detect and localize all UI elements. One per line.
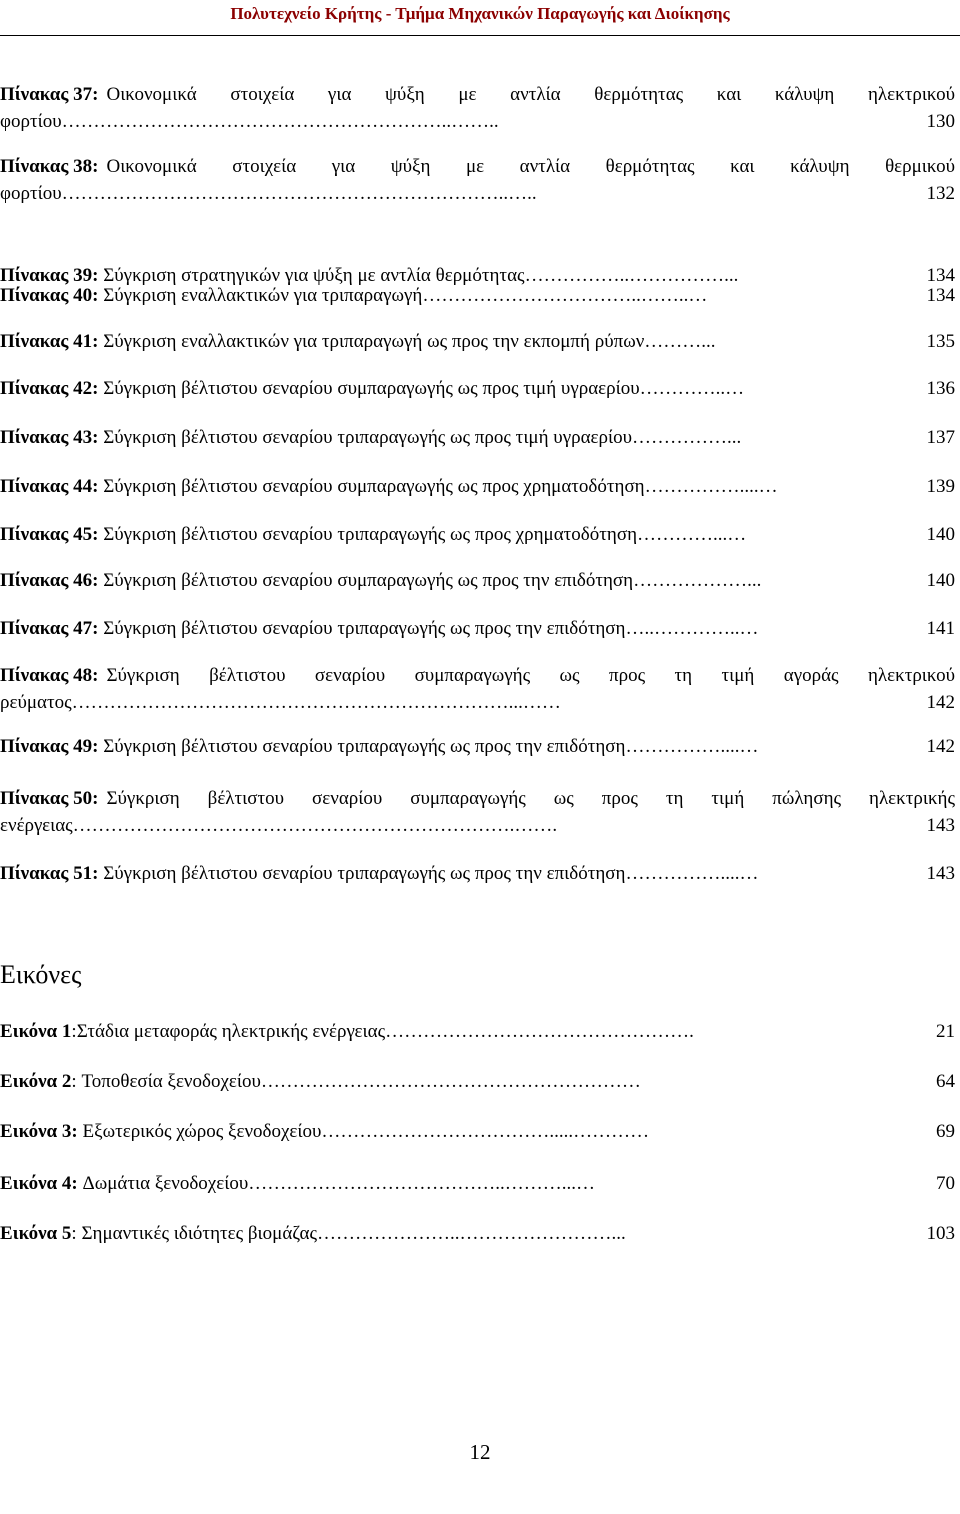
toc-entry-label: Πίνακας 38: (0, 156, 99, 177)
toc-entry-line-2 (0, 689, 955, 716)
toc-page-number: 139 (926, 476, 955, 497)
toc-entry-label: Πίνακας 47: (0, 618, 99, 639)
figures-heading: Εικόνες (0, 960, 82, 989)
toc-leader: …………………………………..………...… (248, 1173, 595, 1194)
toc-page-number: 136 (926, 378, 955, 399)
toc-leader: ……………....… (625, 736, 759, 757)
toc-entry-label: Πίνακας 46: (0, 570, 99, 591)
toc-entry-text: Σύγκριση βέλτιστου σεναρίου τριπαραγωγής ως προς την επιδότηση (103, 618, 626, 639)
toc-entry-table-44[interactable] (0, 473, 955, 500)
toc-entry-text: Σύγκριση βέλτιστου σεναρίου τριπαραγωγής ως προς χρηματοδότηση (103, 524, 638, 545)
toc-leader: ……………... (632, 427, 742, 448)
toc-entry-text: Οικονομικά στοιχεία για ψύξη με αντλία θερμότητας και κάλυψη θερμικού (106, 156, 955, 177)
toc-entry-line-2 (0, 180, 955, 207)
toc-leader: …………..… (639, 378, 745, 399)
toc-entry-table-37[interactable] (0, 81, 955, 135)
toc-page-number: 130 (926, 111, 955, 132)
toc-page-number: 134 (926, 285, 955, 306)
toc-page-number: 143 (926, 863, 955, 884)
toc-entry-line-1 (0, 81, 955, 108)
toc-entry-table-42[interactable] (0, 375, 955, 402)
toc-entry-label: Πίνακας 43: (0, 427, 99, 448)
toc-entry-text: Εξωτερικός χώρος ξενοδοχείου (82, 1121, 322, 1142)
toc-leader: ……………………………….....………… (321, 1121, 650, 1142)
toc-page-number: 137 (926, 427, 955, 448)
toc-entry-table-38[interactable] (0, 153, 955, 207)
toc-entry-label: Πίνακας 44: (0, 476, 99, 497)
toc-page-number: 141 (926, 618, 955, 639)
toc-page-number: 140 (926, 524, 955, 545)
toc-page-number: 132 (926, 183, 955, 204)
toc-entry-table-43[interactable] (0, 424, 955, 451)
page-number: 12 (469, 1440, 491, 1464)
toc-leader: ……………..……………... (524, 265, 739, 286)
toc-entry-table-45[interactable] (0, 521, 955, 548)
toc-entry-line-1 (0, 785, 955, 812)
toc-entry-text: Οικονομικά στοιχεία για ψύξη με αντλία θερμότητας και κάλυψη ηλεκτρικού (106, 84, 955, 105)
toc-entry-label: Πίνακας 48: (0, 665, 99, 686)
toc-entry-text: Σύγκριση βέλτιστου σεναρίου τριπαραγωγής ως προς την επιδότηση (103, 863, 626, 884)
toc-entry-figure-2[interactable] (0, 1068, 955, 1095)
toc-entry-line-2 (0, 812, 955, 839)
toc-leader: …………………………………………………… (260, 1071, 641, 1092)
toc-leader: …………………..……………………... (316, 1223, 626, 1244)
toc-entry-text: Σύγκριση βέλτιστου σεναρίου τριπαραγωγής ως προς την επιδότηση (103, 736, 626, 757)
toc-entry-label: Πίνακας 40: (0, 285, 99, 306)
toc-entry-label: Πίνακας 41: (0, 331, 99, 352)
toc-entry-table-41[interactable] (0, 328, 955, 355)
toc-leader: …………………………………………. (385, 1021, 694, 1042)
toc-entry-text-cont: ρεύματος (0, 692, 72, 713)
toc-leader: …………………………………………………………….……. (72, 815, 558, 836)
toc-entry-text: Σύγκριση εναλλακτικών για τριπαραγωγή (103, 285, 423, 306)
toc-entry-text-cont: ενέργειας (0, 815, 73, 836)
toc-entry-table-48[interactable] (0, 662, 955, 716)
toc-leader: ……………....… (625, 863, 759, 884)
toc-entry-figure-4[interactable] (0, 1170, 955, 1197)
toc-entry-line-2 (0, 108, 955, 135)
toc-leader: ……………………………..……..… (422, 285, 708, 306)
toc-entry-text: Σύγκριση βέλτιστου σεναρίου συμπαραγωγής ως προς την επιδότηση (103, 570, 634, 591)
toc-page-number: 142 (926, 692, 955, 713)
toc-entry-label: Πίνακας 42: (0, 378, 99, 399)
toc-entry-label: Εικόνα 3: (0, 1121, 78, 1142)
toc-entry-separator: : (71, 1021, 77, 1042)
toc-entry-separator: : (71, 1223, 82, 1244)
toc-entry-figure-3[interactable] (0, 1118, 955, 1145)
toc-entry-label: Εικόνα 2 (0, 1071, 72, 1092)
toc-page-number: 70 (936, 1173, 955, 1194)
toc-entry-line-1 (0, 662, 955, 689)
toc-entry-label: Εικόνα 5 (0, 1223, 72, 1244)
toc-entry-line-1 (0, 153, 955, 180)
toc-entry-table-49[interactable] (0, 733, 955, 760)
toc-page-number: 134 (926, 265, 955, 286)
toc-entry-label: Πίνακας 51: (0, 863, 99, 884)
toc-page-number: 21 (936, 1021, 955, 1042)
toc-entry-separator: : (71, 1071, 82, 1092)
toc-entry-text: Σύγκριση βέλτιστου σεναρίου συμπαραγωγής ως προς τη τιμή πώλησης ηλεκτρικής (106, 788, 955, 809)
toc-entry-figure-1[interactable] (0, 1018, 955, 1045)
toc-entry-label: Πίνακας 49: (0, 736, 99, 757)
page-header: Πολυτεχνείο Κρήτης - Τμήμα Μηχανικών Παραγωγής και Διοίκησης (230, 4, 730, 23)
toc-leader: ……………………………………………………..…….. (61, 111, 499, 132)
toc-leader: ……………………………………………………………...…… (71, 692, 561, 713)
toc-entry-text: Τοποθεσία ξενοδοχείου (81, 1071, 261, 1092)
toc-entry-label: Πίνακας 50: (0, 788, 99, 809)
toc-entry-figure-5[interactable] (0, 1220, 955, 1247)
toc-entry-table-40[interactable] (0, 282, 955, 309)
toc-entry-text: Σύγκριση βέλτιστου σεναρίου τριπαραγωγής ως προς τιμή υγραερίου (103, 427, 633, 448)
toc-entry-table-46[interactable] (0, 567, 955, 594)
toc-leader: ……………....… (644, 476, 778, 497)
toc-entry-label: Πίνακας 39: (0, 265, 99, 286)
toc-leader: …………...… (637, 524, 747, 545)
toc-page-number: 142 (926, 736, 955, 757)
toc-page-number: 103 (926, 1223, 955, 1244)
header-divider (0, 35, 960, 36)
toc-page-number: 135 (926, 331, 955, 352)
toc-entry-text: Σύγκριση βέλτιστου σεναρίου συμπαραγωγής ως προς τιμή υγραερίου (103, 378, 640, 399)
toc-entry-table-51[interactable] (0, 860, 955, 887)
toc-entry-label: Εικόνα 4: (0, 1173, 78, 1194)
toc-entry-text: Σύγκριση βέλτιστου σεναρίου συμπαραγωγής ως προς χρηματοδότηση (103, 476, 645, 497)
toc-entry-text-cont: φορτίου (0, 111, 62, 132)
toc-entry-text: Δωμάτια ξενοδοχείου (82, 1173, 249, 1194)
toc-entry-text: Σύγκριση βέλτιστου σεναρίου συμπαραγωγής ως προς τη τιμή αγοράς ηλεκτρικού (106, 665, 955, 686)
toc-page-number: 143 (926, 815, 955, 836)
toc-entry-text: Σύγκριση στρατηγικών για ψύξη με αντλία θερμότητας (103, 265, 525, 286)
toc-leader: ………………... (633, 570, 762, 591)
toc-entry-table-47[interactable] (0, 615, 955, 642)
toc-entry-label: Πίνακας 37: (0, 84, 99, 105)
toc-entry-label: Πίνακας 45: (0, 524, 99, 545)
toc-leader: ………... (644, 331, 716, 352)
toc-page-number: 69 (936, 1121, 955, 1142)
toc-entry-text: Σημαντικές ιδιότητες βιομάζας (81, 1223, 317, 1244)
toc-entry-text: Στάδια μεταφοράς ηλεκτρικής ενέργειας (76, 1021, 386, 1042)
toc-leader: ……………………………………………………………..….. (61, 183, 537, 204)
toc-entry-label: Εικόνα 1 (0, 1021, 72, 1042)
toc-page-number: 140 (926, 570, 955, 591)
toc-leader: …..…………..… (625, 618, 759, 639)
toc-page-number: 64 (936, 1071, 955, 1092)
toc-entry-text-cont: φορτίου (0, 183, 62, 204)
toc-entry-table-50[interactable] (0, 785, 955, 839)
toc-entry-text: Σύγκριση εναλλακτικών για τριπαραγωγή ως προς την εκπομπή ρύπων (103, 331, 645, 352)
